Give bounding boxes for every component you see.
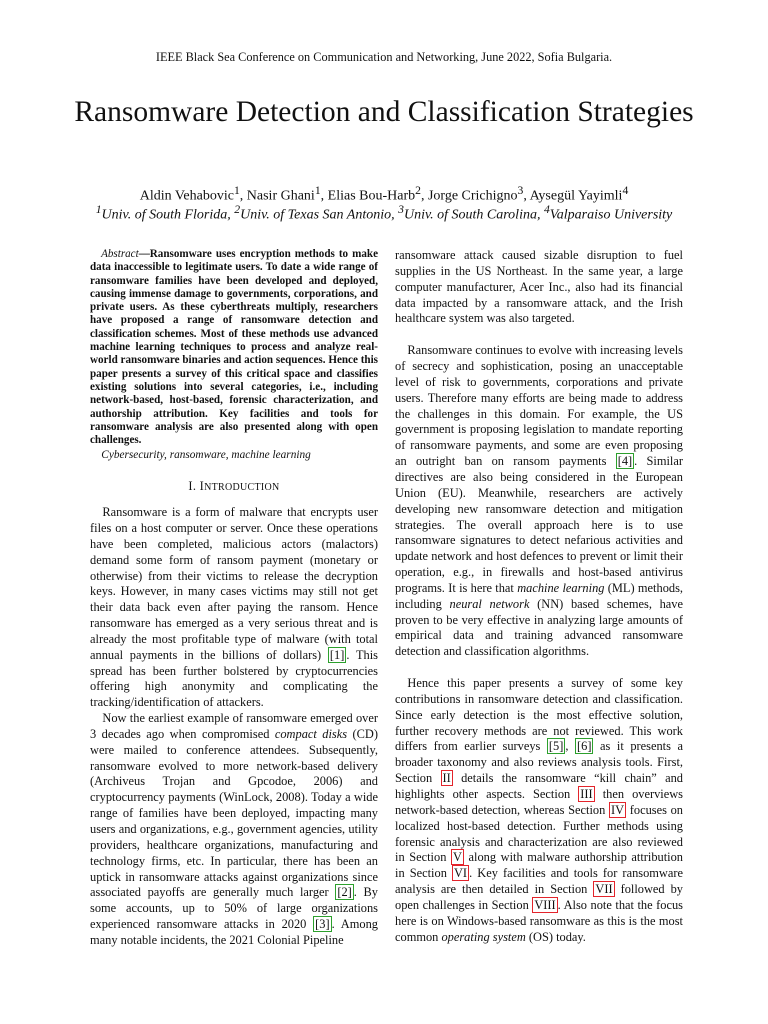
paragraph-text: details the ransomware “kill chain” and highlights other aspects. Section (395, 771, 683, 801)
author-list: Aldin Vehabovic$^1$, Nasir Ghani$^1$, Elias Bou-Harb$^2$, Jorge Crichigno$^3$, Aysegül Yayimli$^4$ (139, 184, 629, 204)
citation-link[interactable]: [5] (548, 739, 564, 754)
affiliation-name: Valparaiso University (549, 207, 673, 223)
paragraph-text: (NN) based schemes, have proven to be very effective in analyzing large amounts of empirical data and training advanced ransomware detection and classification algorithms. (395, 596, 684, 659)
author-affiliation-mark: 2 (415, 184, 421, 197)
conference-header: IEEE Black Sea Conference on Communication and Networking, June 2022, Sofia Bulgaria. (155, 50, 613, 64)
paragraph-text: . This spread has been further bolstered by cryptocurrencies offering high anonymity and complicating the tracking/identification of attackers. (90, 647, 378, 710)
citation-link[interactable]: [1] (329, 647, 345, 662)
paper-title: Ransomware Detection and Classification Strategies (74, 96, 694, 128)
author-affiliation-mark: 1 (314, 184, 321, 197)
citation-link[interactable]: [3] (315, 917, 330, 932)
body-paragraph (90, 505, 378, 711)
author-affiliation-mark: 3 (517, 184, 524, 197)
paragraph-text: . By some accounts, up to 50% of large organizations experienced ransomware attacks in 2020 (90, 885, 378, 932)
emphasis-term: neural network (449, 596, 530, 611)
left-column (90, 248, 378, 949)
affiliation-mark: 3 (398, 203, 404, 216)
section-link[interactable]: V (452, 850, 462, 865)
affiliation-mark: 4 (543, 203, 550, 216)
emphasis-term: operating system (441, 929, 526, 944)
paragraph-text: . Key facilities and tools for ransomware analysis are then detailed in Section (395, 866, 683, 897)
affiliation-name: Univ. of South Florida (101, 207, 228, 223)
paragraph-text: Ransomware continues to evolve with increasing levels of secrecy and sophistication, posing an unacceptable level of risk to governments, corporations and private users. Therefore many efforts are being made to address the challenges in this domain. For example, the US government is proposing legislation to mandate reporting of ransomware payments, and some are even proposing an outright ban on ransom payments (395, 343, 683, 469)
paragraph-text: (OS) today. (525, 929, 586, 944)
author-name: Elias Bou-Harb (327, 188, 416, 204)
paragraph-text: Hence this paper presents a survey of some key contributions in ransomware detection and classification. Since early detection is the most effective solution, further recovery methods are not reviewed. This work differs from earlier surveys (395, 676, 683, 754)
paragraph-text: Ransomware is a form of malware that encrypts user files on a host computer or server. Once these operations have been completed, malicious actors (malactors) demand some form of ransom payment (monetary or otherwise) from their victims to release the decryption keys. However, in many cases victims may still not get their data back even after paying the ransom. Hence ransomware has emerged as a very serious threat and is already the most profitable type of malware (with total annual payments in the billions of dollars) (90, 505, 378, 662)
section-link[interactable]: VIII (534, 897, 556, 912)
abstract (90, 248, 378, 447)
abstract-label: Abstract (101, 248, 139, 260)
right-column (395, 248, 683, 945)
section-heading-introduction (90, 479, 378, 496)
paragraph-text: focuses on localized host-based detection. Further methods using forensic analysis and characterization are also reviewed in Section (395, 802, 683, 865)
section-link[interactable]: VII (595, 882, 613, 897)
affiliation-mark: 1 (95, 203, 102, 216)
citation-link[interactable]: [2] (337, 885, 352, 900)
paragraph-text: . Similar directives are also being considered in the European Union (EU). Meanwhile, researchers are actively developing new ransomware detection and mitigation strategies. The overall approach here is to use ransomware signatures to detect nefarious activities and update network and host defences to prevent or limit their operation, e.g., in firewalls and host-based antivirus programs. It is here that (395, 454, 683, 595)
paragraph-text: then overviews network-based detection, whereas Section (395, 787, 684, 817)
author-name: Jorge Crichigno (427, 188, 518, 204)
emphasis-term: machine learning (517, 580, 605, 595)
citation-link[interactable]: [4] (617, 454, 633, 469)
body-paragraph-continued: ransomware attack caused sizable disruption to fuel supplies in the US Northeast. In the same year, a large computer manufacturer, Acer Inc., also had its financial data impacted by a ransomware attack, and the Irish healthcare system was also targeted. (395, 248, 683, 326)
body-paragraph (395, 343, 683, 660)
author-affiliation-mark: 4 (622, 184, 629, 197)
author-name: Nasir Ghani (246, 188, 315, 204)
citation-link[interactable]: [6] (577, 739, 592, 754)
section-link[interactable]: VI (453, 866, 468, 881)
paragraph-text: . Also note that the focus here is on Windows-based ransomware as this is the most common (395, 897, 684, 944)
affiliation-name: Univ. of South Carolina (403, 207, 537, 223)
author-affiliation-mark: 1 (233, 184, 240, 197)
author-name: Aysegül Yayimli (529, 188, 623, 204)
section-link[interactable]: IV (610, 802, 625, 817)
affiliation-mark: 2 (234, 203, 241, 216)
section-title-rest: NTRODUCTION (204, 482, 280, 494)
affiliation-list: $^1$Univ. of South Florida, $^2$Univ. of Texas San Antonio, $^3$Univ. of South Carolina, $^4$Valparaiso University (95, 203, 673, 223)
section-link[interactable]: II (442, 771, 451, 786)
paragraph-text: (CD) were mailed to conference attendees. Subsequently, ransomware evolved to more network-based delivery (Archiveus Trojan and Gpcodoe, 2006) and cryptocurrency payments (WinLock, 2008). Today a wide range of families have been deployed, impacting many users and organizations, e.g., government agencies, utility providers, healthcare organizations, manufacturing and technology firms, etc. In particular, there has been an uptick in ransomware attacks against organizations since associated payoffs are generally much larger (90, 726, 378, 900)
paragraph-text: along with malware authorship attribution in Section (395, 850, 683, 881)
paragraph-text: Now the earliest example of ransomware emerged over 3 decades ago when compromised (90, 711, 378, 741)
section-link[interactable]: III (580, 787, 593, 801)
emphasis-term: compact disks (274, 726, 348, 741)
paragraph-text: followed by open challenges in Section (395, 882, 684, 912)
paragraph-text: (ML) methods, including (395, 580, 684, 611)
section-title-initial: I (199, 479, 205, 494)
index-terms: Cybersecurity, ransomware, machine learning (101, 449, 311, 462)
author-name: Aldin Vehabovic (139, 188, 234, 204)
body-paragraph (90, 711, 378, 949)
body-paragraph (395, 676, 683, 945)
paragraph-text: as it presents a broader taxonomy and also reviews analysis tools. First, Section (395, 739, 683, 786)
paragraph-text: . Among many notable incidents, the 2021 Colonial Pipeline (90, 917, 378, 947)
paragraph-text: , (565, 739, 576, 754)
abstract-text: —Ransomware uses encryption methods to make data inaccessible to legitimate users. To date a wide range of ransomware families have been developed and deployed, causing immense damage to governments, corporations, and private users. As these cyberthreats multiply, researchers have proposed a range of ransomware detection and classification schemes. Most of these methods use advanced machine learning techniques to process and analyze real-world ransomware binaries and action sequences. Hence this paper presents a survey of this critical space and classifies existing solutions into several categories, i.e., including network-based, host-based, forensic characterization, and authorship attribution. Key facilities and tools for ransomware analysis are also presented along with open challenges. (90, 248, 378, 447)
affiliation-name: Univ. of Texas San Antonio (240, 207, 392, 223)
section-number: I. (188, 479, 197, 494)
